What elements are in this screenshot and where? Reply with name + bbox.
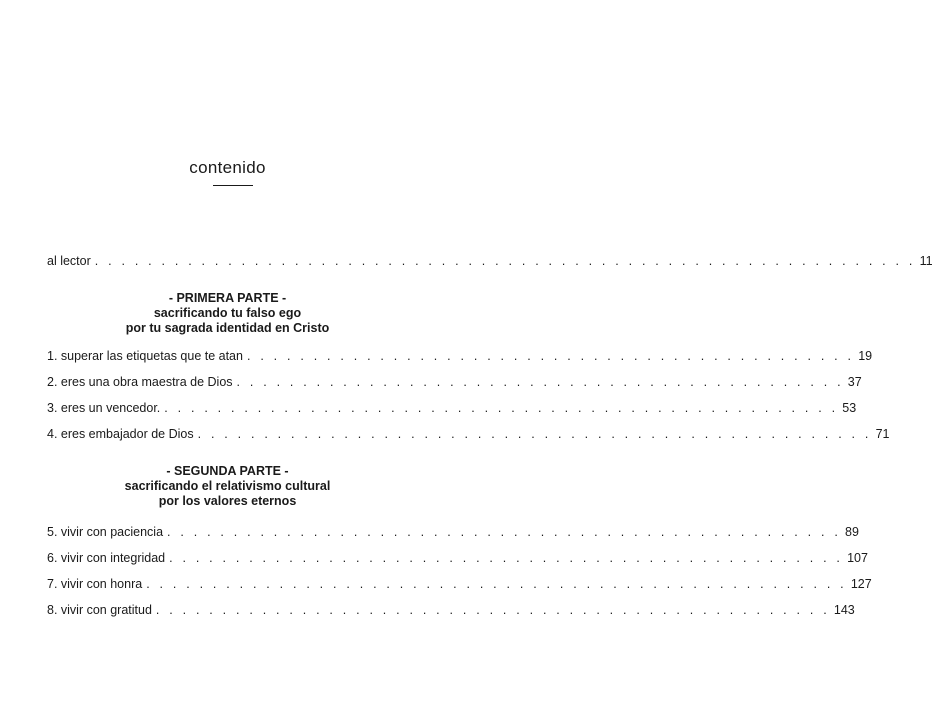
toc-entry-al-lector[interactable] (47, 253, 933, 269)
dot-leader: . . . . . . . . . . . . . . . . . . . . . . . . . . . . . . . . . . . . . . . . . . . . . . . . . . . (197, 427, 872, 441)
entry-label: 4. eres embajador de Dios (47, 427, 194, 441)
part-subtitle: sacrificando tu falso ego (153, 306, 302, 320)
entry-label: 8. vivir con gratitud (47, 603, 152, 617)
dot-leader: . . . . . . . . . . . . . . . . . . . . . . . . . . . . . . . . . . . . . . . . . . . . . . . . . . . . . . . . . . . . . . (94, 254, 916, 268)
toc-entry[interactable] (47, 524, 859, 540)
entry-label: 1. superar las etiquetas que te atan (47, 349, 243, 363)
dot-leader: . . . . . . . . . . . . . . . . . . . . . . . . . . . . . . . . . . . . . . . . . . . . . . . . . . . (164, 401, 839, 415)
dot-leader: . . . . . . . . . . . . . . . . . . . . . . . . . . . . . . . . . . . . . . . . . . . . . . (246, 349, 855, 363)
entry-page-number: 37 (847, 375, 862, 389)
toc-entry[interactable] (47, 426, 890, 442)
entry-page-number: 143 (833, 603, 855, 617)
part-two-heading-block (0, 464, 455, 509)
entry-page-number: 89 (845, 525, 859, 539)
dot-leader: . . . . . . . . . . . . . . . . . . . . . . . . . . . . . . . . . . . . . . . . . . . . . . (236, 375, 844, 389)
entry-label: 2. eres una obra maestra de Dios (47, 375, 233, 389)
entry-label: 3. eres un vencedor. (47, 401, 161, 415)
dot-leader: . . . . . . . . . . . . . . . . . . . . . . . . . . . . . . . . . . . . . . . . . . . . . . . . . . . (167, 525, 841, 539)
page-title: contenido (189, 158, 266, 177)
dot-leader: . . . . . . . . . . . . . . . . . . . . . . . . . . . . . . . . . . . . . . . . . . . . . . . . . . . (155, 603, 830, 617)
entry-label: 7. vivir con honra (47, 577, 143, 591)
entry-label: al lector (47, 254, 91, 268)
toc-entry[interactable] (47, 576, 872, 592)
title-underline (213, 185, 253, 186)
part-subtitle: por tu sagrada identidad en Cristo (125, 321, 330, 335)
entry-label: 6. vivir con integridad (47, 551, 166, 565)
toc-entry[interactable] (47, 550, 868, 566)
part-heading: - SEGUNDA PARTE - (166, 464, 289, 478)
entry-label: 5. vivir con paciencia (47, 525, 164, 539)
toc-entry[interactable] (47, 374, 862, 390)
dot-leader: . . . . . . . . . . . . . . . . . . . . . . . . . . . . . . . . . . . . . . . . . . . . . . . . . . . . . (146, 577, 847, 591)
entry-page-number: 127 (850, 577, 872, 591)
part-subtitle: sacrificando el relativismo cultural (124, 479, 331, 493)
entry-page-number: 107 (847, 551, 868, 565)
toc-entry[interactable] (47, 400, 857, 416)
entry-page-number: 71 (875, 427, 890, 441)
dot-leader: . . . . . . . . . . . . . . . . . . . . . . . . . . . . . . . . . . . . . . . . . . . . . . . . . . . (169, 551, 844, 565)
entry-page-number: 53 (842, 401, 857, 415)
part-heading: - PRIMERA PARTE - (168, 291, 287, 305)
entry-page-number: 19 (858, 349, 873, 363)
part-subtitle: por los valores eternos (158, 494, 297, 508)
part-one-heading-block (0, 291, 455, 336)
toc-entry[interactable] (47, 602, 855, 618)
entry-page-number: 11 (919, 254, 933, 268)
toc-entry[interactable] (47, 348, 873, 364)
